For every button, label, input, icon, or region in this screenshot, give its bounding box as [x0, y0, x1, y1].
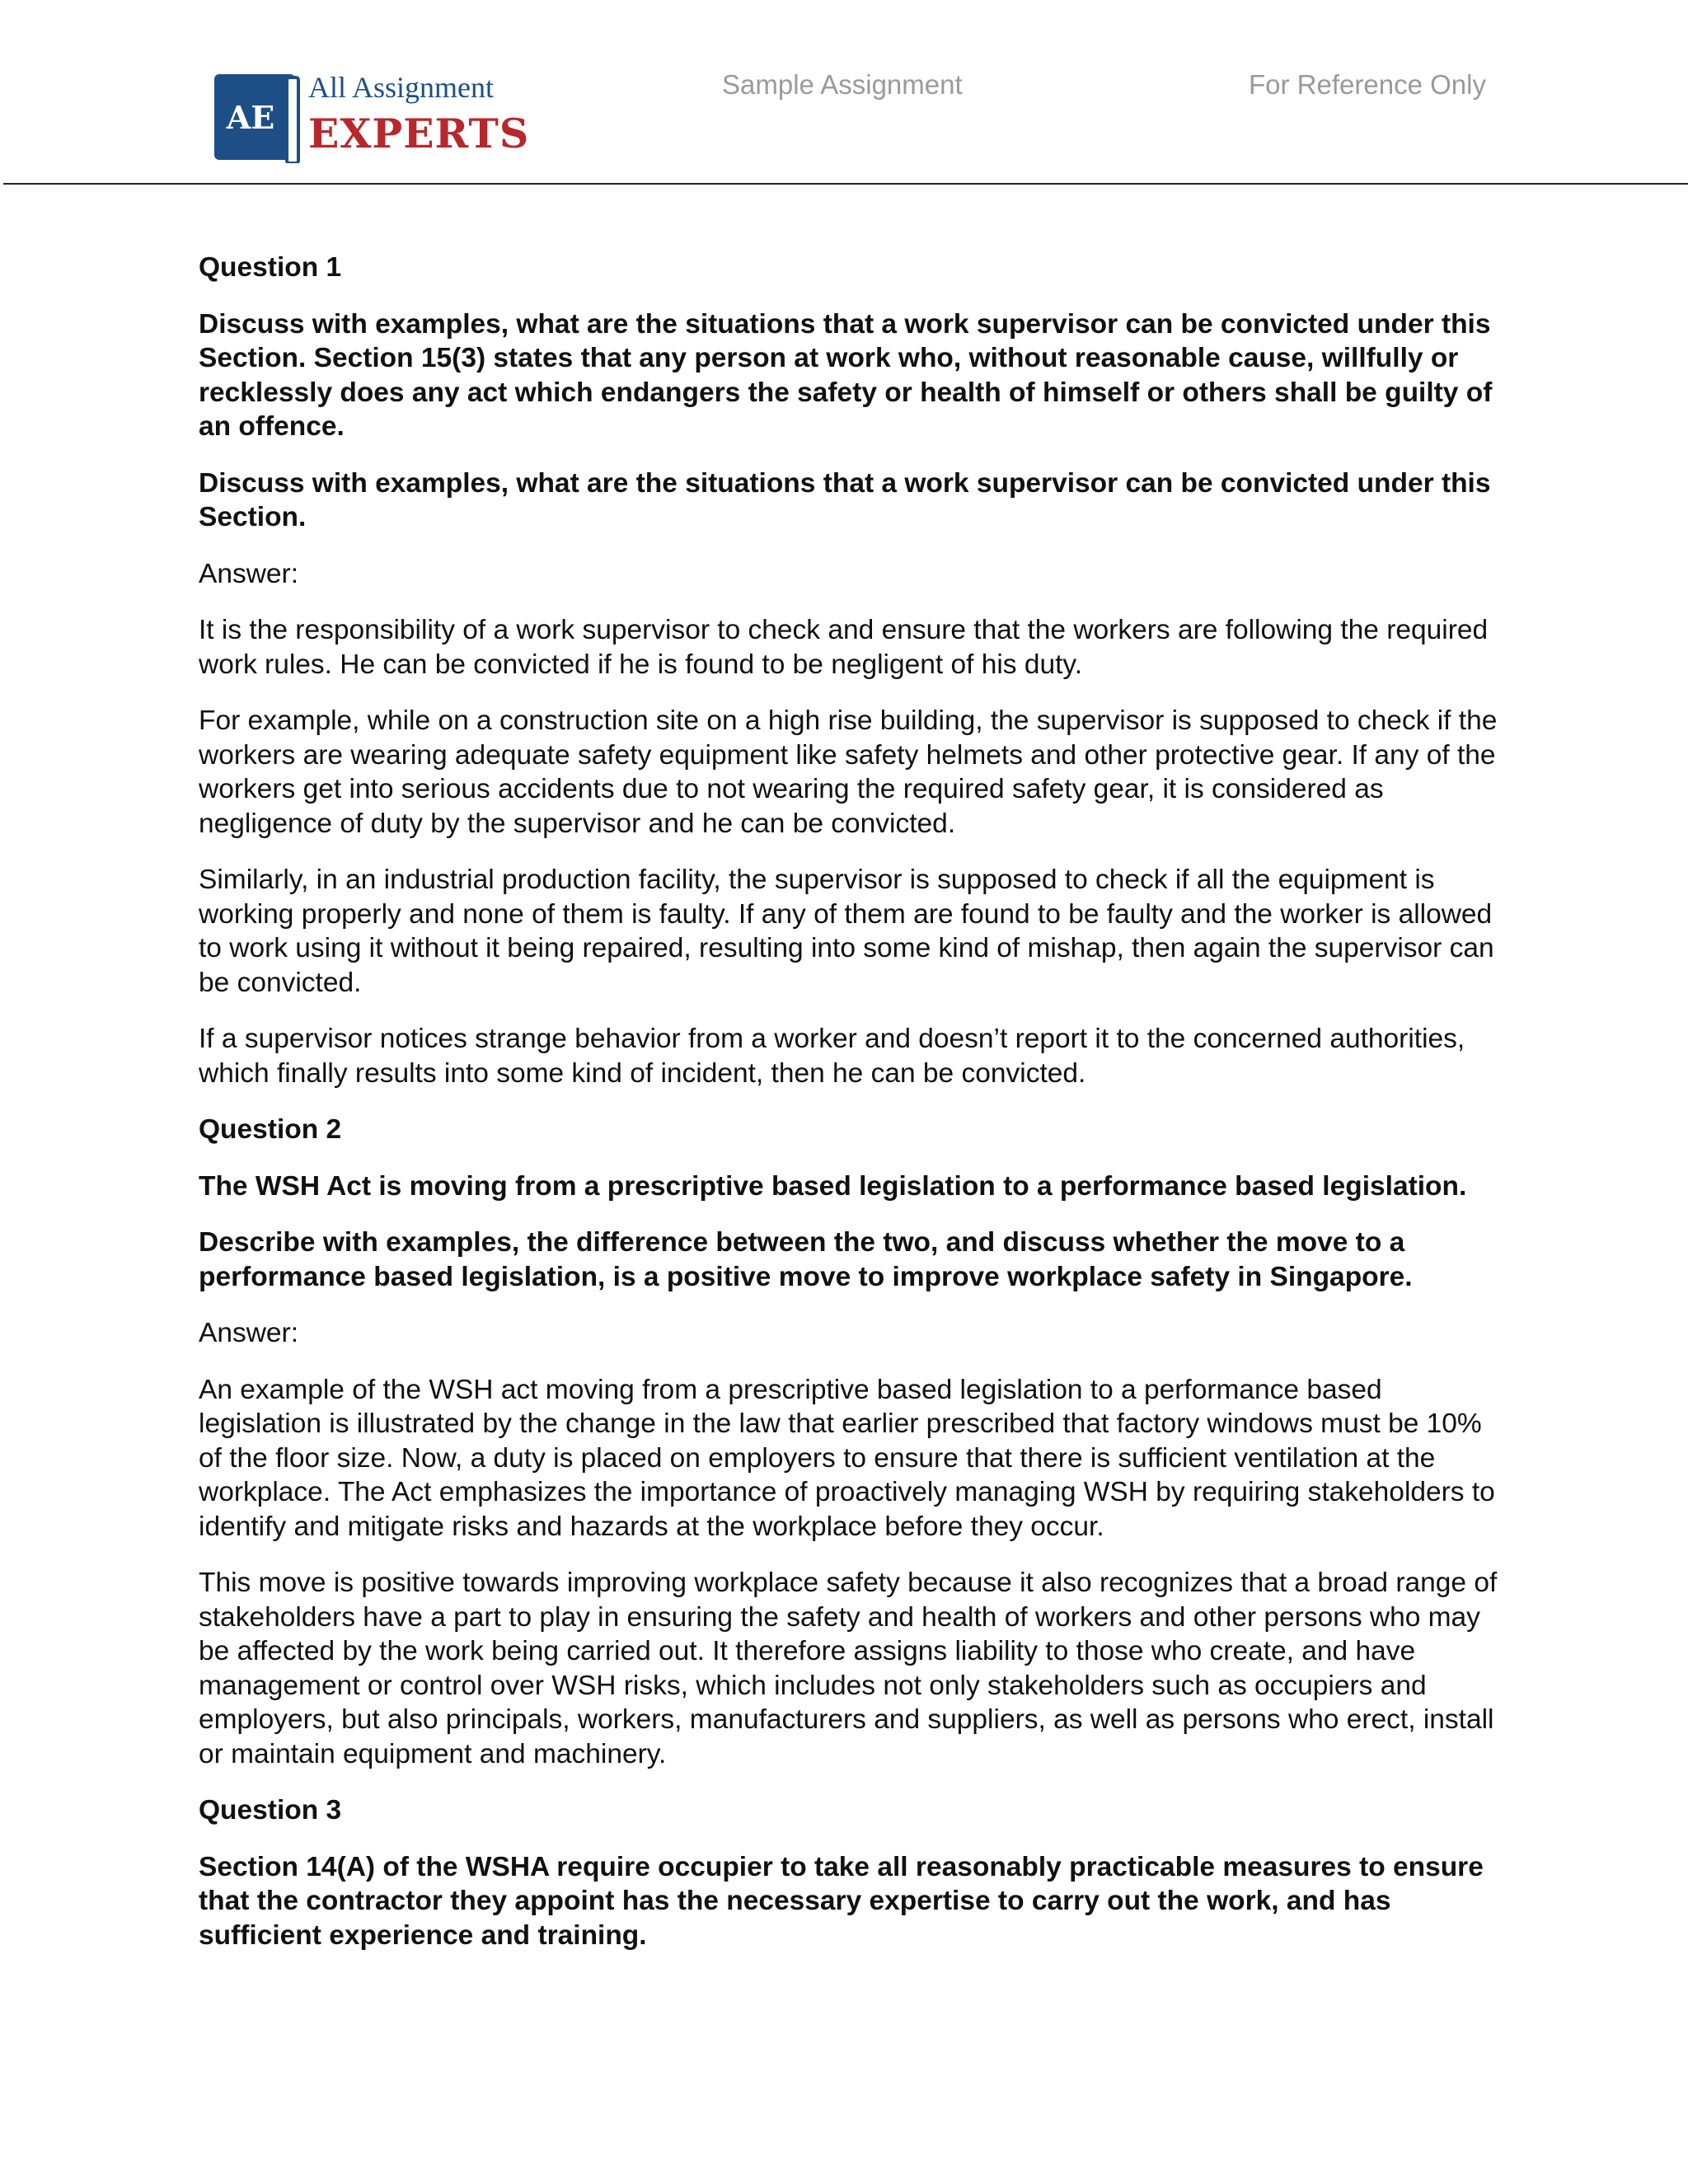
- body-paragraph: Similarly, in an industrial production facility, the supervisor is supposed to check if all the equipment is working properly and none of them is faulty. If any of them are found to be faulty and the worker is allowed to work using it without it being repaired, resulting into some kind of mishap, then again the supervisor can be convicted.: [199, 865, 1494, 998]
- body-paragraph: This move is positive towards improving workplace safety because it also recognizes that a broad range of stakeholders have a part to play in ensuring the safety and health of workers and other persons who may be affected by the work being carried out. It therefore assigns liability to those who create, and have management or control over WSH risks, which includes not only stakeholders such as occupiers and employers, but also principals, workers, manufacturers and suppliers, as well as persons who erect, install or maintain equipment and machinery.: [199, 1568, 1498, 1769]
- logo-line-2: EXPERTS: [308, 110, 530, 157]
- logo-book-icon: [213, 73, 302, 163]
- page-header: [0, 0, 1688, 188]
- body-paragraph: If a supervisor notices strange behavior from a worker and doesn’t report it to the concerned authorities, which finally results into some kind of incident, then he can be convicted.: [199, 1024, 1465, 1089]
- answer-label: Answer:: [199, 1318, 299, 1348]
- header-reference-label: For Reference Only: [1249, 69, 1486, 100]
- question-text: The WSH Act is moving from a prescriptive based legislation to a performance based legislation.: [199, 1170, 1467, 1202]
- answer-label: Answer:: [199, 558, 299, 589]
- question-text: Discuss with examples, what are the situations that a work supervisor can be convicted under this Section. Section 15(3) states that any person at work who, without reasonable cause, willfully or recklessly does any act which endangers the safety or health of himself or others shall be guilty of an offence.: [199, 308, 1493, 442]
- body-paragraph: For example, while on a construction site on a high rise building, the supervisor is supposed to check if the workers are wearing adequate safety equipment like safety helmets and other protective gear. If any of the workers get into serious accidents due to not wearing the required safety gear, it is considered as negligence of duty by the supervisor and he can be convicted.: [199, 705, 1498, 839]
- document-body: [199, 251, 1509, 1975]
- question-text: Describe with examples, the difference between the two, and discuss whether the move to a performance based legislation, is a positive move to improve workplace safety in Singapore.: [199, 1227, 1413, 1292]
- header-sample-label: Sample Assignment: [722, 69, 963, 100]
- header-divider: [3, 183, 1688, 185]
- question-heading: Question 3: [199, 1795, 342, 1825]
- question-heading: Question 2: [199, 1114, 342, 1145]
- company-logo: [213, 71, 530, 166]
- question-text: Discuss with examples, what are the situations that a work supervisor can be convicted under this Section.: [199, 467, 1491, 532]
- question-heading: Question 1: [199, 252, 342, 283]
- logo-line-1: All Assignment: [308, 71, 495, 104]
- question-text: Section 14(A) of the WSHA require occupier to take all reasonably practicable measures to ensure that the contractor they appoint has the necessary expertise to carry out the work, and has sufficient experience and training.: [199, 1851, 1484, 1951]
- logo-initials: AE: [226, 99, 275, 136]
- body-paragraph: It is the responsibility of a work supervisor to check and ensure that the workers are following the required work rules. He can be convicted if he is found to be negligent of his duty.: [199, 615, 1489, 680]
- body-paragraph: An example of the WSH act moving from a prescriptive based legislation to a performance based legislation is illustrated by the change in the law that earlier prescribed that factory windows must be 10% of the floor size. Now, a duty is placed on employers to ensure that there is sufficient ventilation at the workplace. The Act emphasizes the importance of proactively managing WSH by requiring stakeholders to identify and mitigate risks and hazards at the workplace before they occur.: [199, 1374, 1495, 1542]
